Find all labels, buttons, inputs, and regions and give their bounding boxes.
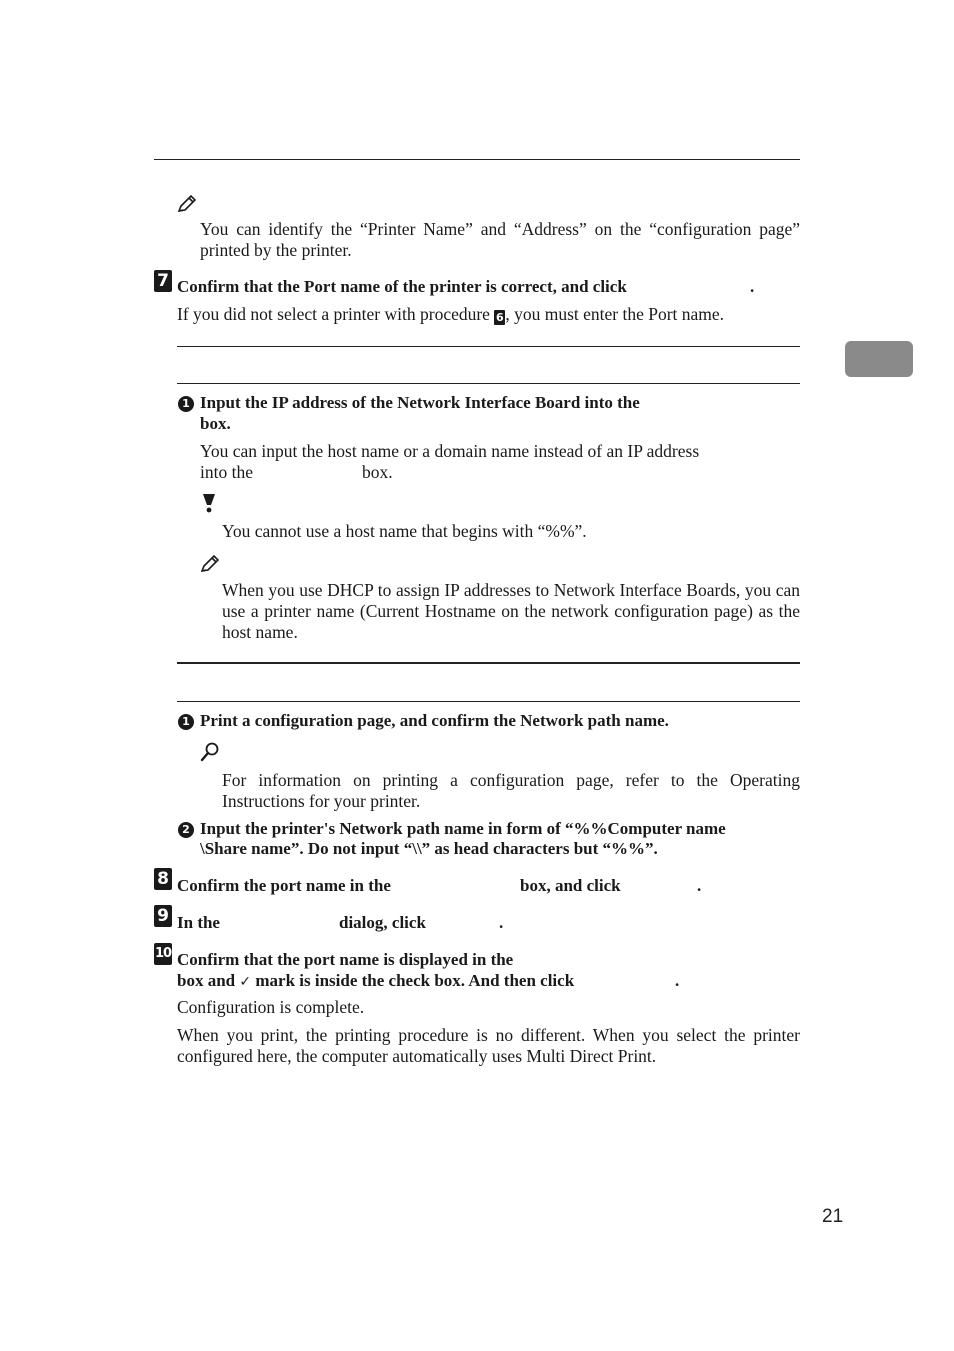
step-9-part3: .: [499, 913, 504, 932]
chapter-tab: [845, 341, 913, 377]
step-9-part2: dialog, click: [339, 913, 426, 932]
step-10-line1: Confirm that the port name is displayed in the: [177, 950, 514, 969]
header-rule: [154, 159, 800, 160]
substep-b1-text: Print a configuration page, and confirm the Network path name.: [200, 711, 669, 730]
step-7-heading-end: .: [750, 277, 755, 296]
limitation-icon: [198, 492, 220, 514]
substep-a1-number: 1: [178, 396, 194, 412]
reference-magnifier-icon: [199, 741, 221, 763]
closing-paragraph: When you print, the printing procedure is no different. When you select the printer configured here, the computer automatically uses Multi Direct Print.: [177, 1025, 800, 1066]
substep-b2-line1: Input the printer's Network path name in form of “%%Computer name: [200, 819, 726, 838]
section-a-heading-rule: [177, 383, 800, 384]
checkmark-icon: ✓: [239, 974, 252, 990]
substep-b2-line2: \Share name”. Do not input “\\” as head characters but “%%”.: [200, 839, 658, 858]
reference-text: For information on printing a configuration page, refer to the Operating Instructions for your printer.: [222, 770, 800, 811]
step-7-body: [177, 304, 807, 325]
step-8-part1: Confirm the port name in the: [177, 876, 391, 895]
configuration-complete-text: Configuration is complete.: [177, 997, 365, 1017]
note-pencil-icon: [199, 553, 221, 575]
section-b-heading-rule: [177, 701, 800, 702]
step-8-part3: .: [697, 876, 702, 895]
step-7-heading: Confirm that the Port name of the printer is correct, and click: [177, 277, 627, 296]
step-9-part1: In the: [177, 913, 220, 932]
limitation-text: You cannot use a host name that begins with “%%”.: [222, 521, 587, 541]
dhcp-note-text: When you use DHCP to assign IP addresses to Network Interface Boards, you can use a printer name (Current Hostname on the network configuration page) as the host name.: [222, 580, 800, 642]
substep-b1-number: 1: [178, 714, 194, 730]
step-10-number: 10: [154, 943, 172, 965]
substep-a1-body-line2-end: box.: [362, 462, 393, 482]
substep-a1-body-line1: You can input the host name or a domain name instead of an IP address: [200, 441, 700, 461]
section-b-top-rule: [177, 662, 800, 664]
substep-a1-body-line2-start: into the: [200, 462, 253, 482]
page-number: 21: [822, 1206, 844, 1227]
substep-b2-number: 2: [178, 822, 194, 838]
step-9-number: 9: [154, 905, 172, 927]
step-10-line2-c: .: [675, 971, 680, 990]
step-7-body-before: If you did not select a printer with procedure: [177, 304, 490, 324]
step-8-number: 8: [154, 868, 172, 890]
section-a-top-rule: [177, 346, 800, 347]
step-7-number: 7: [154, 270, 172, 292]
note-pencil-icon: [176, 193, 198, 215]
note-printer-name-text: You can identify the “Printer Name” and “Address” on the “configuration page” printed by the printer.: [200, 219, 800, 260]
step-10-line2: [177, 970, 574, 993]
substep-a1-line1: Input the IP address of the Network Interface Board into the: [200, 393, 640, 412]
step-10-line2-a: box and: [177, 971, 236, 990]
step-ref-6-icon: 6: [496, 311, 504, 324]
step-7-body-after: , you must enter the Port name.: [505, 304, 725, 324]
step-10-line2-b: mark is inside the check box. And then click: [255, 971, 575, 990]
substep-a1-line2: box.: [200, 414, 231, 433]
step-8-part2: box, and click: [520, 876, 621, 895]
